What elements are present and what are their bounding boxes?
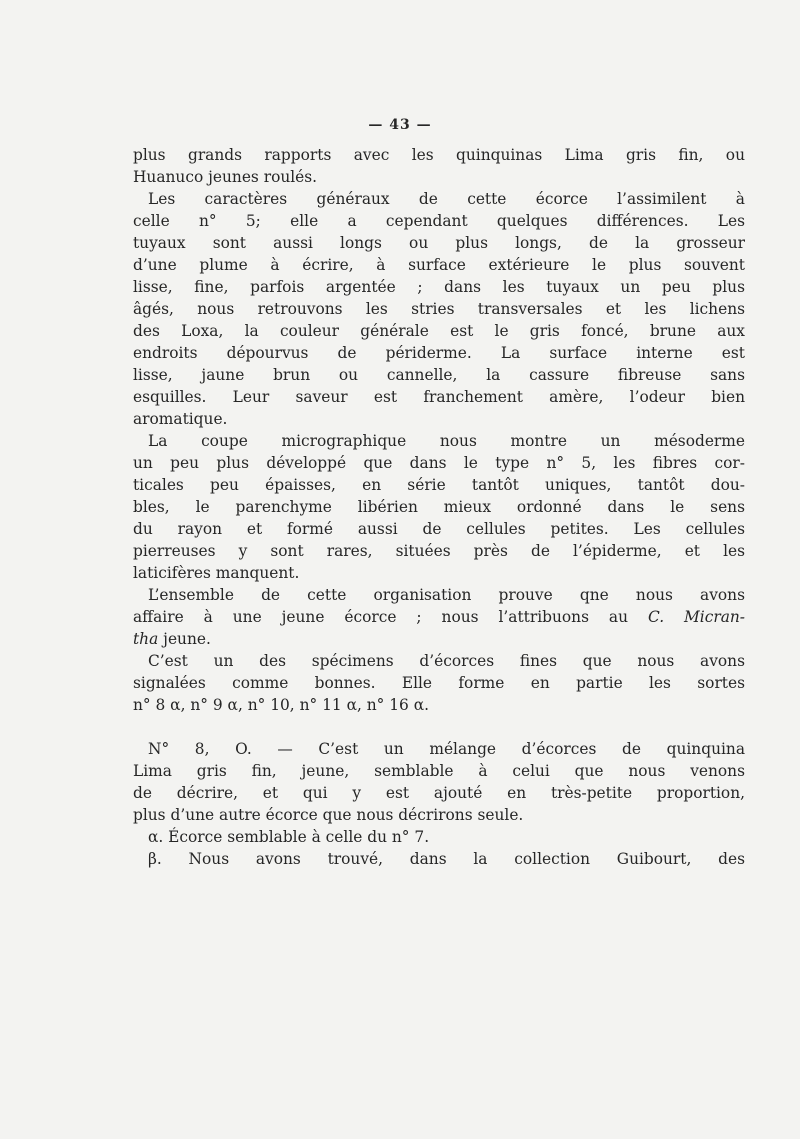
text-line: α. Écorce semblable à celle du n° 7. (148, 828, 430, 846)
text-line: plus d’une autre écorce que nous décrirons seule. (133, 806, 524, 824)
paragraph (133, 430, 745, 584)
text-line: aromatique. (133, 410, 228, 428)
text-line: n° 8 α, n° 9 α, n° 10, n° 11 α, n° 16 α. (133, 696, 430, 714)
text-line: β. Nous avons trouvé, dans la collection Guibourt, des (148, 850, 745, 868)
text-line: ticales peu épaisses, en série tantôt uniques, tantôt dou- (133, 476, 745, 494)
text-line: du rayon et formé aussi de cellules petites. Les cellules (133, 520, 745, 538)
text-line: tha jeune. (133, 630, 211, 648)
body-text (133, 144, 745, 870)
text-line: âgés, nous retrouvons les stries transversales et les lichens (133, 300, 745, 318)
text-line: de décrire, et qui y est ajouté en très-petite proportion, (133, 784, 745, 802)
text-line: pierreuses y sont rares, situées près de l’épiderme, et les (133, 542, 745, 560)
paragraph (133, 650, 745, 716)
paragraph (133, 738, 745, 826)
text-line: d’une plume à écrire, à surface extérieure le plus souvent (133, 256, 745, 274)
page-number: — 43 — (368, 117, 432, 133)
text-line: esquilles. Leur saveur est franchement amère, l’odeur bien (133, 388, 745, 406)
paragraph (133, 188, 745, 430)
text-line: celle n° 5; elle a cependant quelques différences. Les (133, 212, 745, 230)
paragraph (133, 826, 745, 848)
text-line: plus grands rapports avec les quinquinas Lima gris fin, ou (133, 146, 745, 164)
text-line: signalées comme bonnes. Elle forme en partie les sortes (133, 674, 745, 692)
paragraph (133, 848, 745, 870)
text-line: Huanuco jeunes roulés. (133, 168, 318, 186)
text-line: bles, le parenchyme libérien mieux ordonné dans le sens (133, 498, 745, 516)
paragraph (133, 584, 745, 650)
text-line: Les caractères généraux de cette écorce l’assimilent à (148, 190, 745, 208)
text-line: lisse, fine, parfois argentée ; dans les tuyaux un peu plus (133, 278, 745, 296)
text-line: tuyaux sont aussi longs ou plus longs, de la grosseur (133, 234, 745, 252)
text-line: N° 8, O. — C’est un mélange d’écorces de quinquina (148, 740, 745, 758)
text-line: endroits dépourvus de périderme. La surface interne est (133, 344, 745, 362)
text-line: des Loxa, la couleur générale est le gris foncé, brune aux (133, 322, 745, 340)
text-line: un peu plus développé que dans le type n° 5, les fibres cor- (133, 454, 745, 472)
text-line: C’est un des spécimens d’écorces fines que nous avons (148, 652, 745, 670)
text-line: laticifères manquent. (133, 564, 300, 582)
text-line: lisse, jaune brun ou cannelle, la cassure fibreuse sans (133, 366, 745, 384)
paragraph (133, 144, 745, 188)
text-line: Lima gris fin, jeune, semblable à celui que nous venons (133, 762, 745, 780)
text-line: La coupe micrographique nous montre un mésoderme (148, 432, 745, 450)
text-line: affaire à une jeune écorce ; nous l’attribuons au C. Micran- (133, 608, 745, 626)
text-line: L’ensemble de cette organisation prouve qne nous avons (148, 586, 745, 604)
